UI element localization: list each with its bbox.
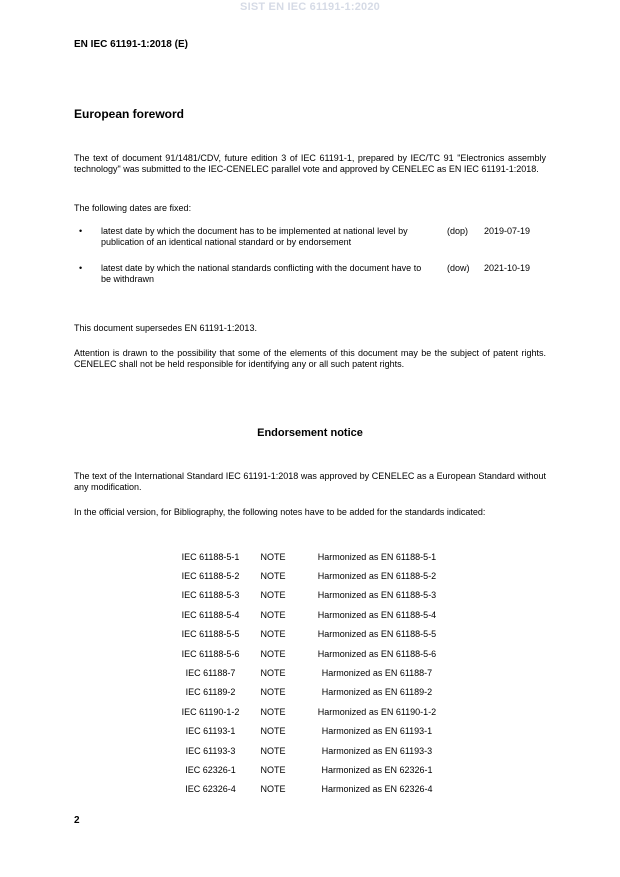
note-cell: NOTE	[260, 571, 286, 582]
bibliography-text: In the official version, for Bibliography, the following notes have to be added for the standards indicated:	[74, 507, 486, 517]
table-row	[172, 760, 457, 779]
table-row	[172, 780, 457, 799]
foreword-title: European foreword	[74, 107, 185, 121]
standard-cell: IEC 61188-5-3	[181, 590, 240, 601]
harmonized-cell: Harmonized as EN 61193-1	[321, 726, 433, 737]
standard-cell: IEC 61188-5-6	[181, 648, 240, 659]
harmonized-cell: Harmonized as EN 61188-5-2	[317, 571, 437, 582]
table-row	[172, 702, 457, 721]
table-row	[172, 586, 457, 605]
harmonized-cell: Harmonized as EN 61188-5-4	[317, 609, 437, 620]
dates-item-text: latest date by which the national standards conflicting with the document have to be withdrawn	[101, 263, 422, 284]
endorsement-title: Endorsement notice	[257, 427, 363, 439]
dates-item-code: (dop)	[447, 226, 469, 236]
table-row	[172, 605, 457, 624]
table-row	[172, 741, 457, 760]
endorsement-text: The text of the International Standard IEC 61191-1:2018 was approved by CENELEC as a European Standard without any modification.	[74, 471, 546, 492]
standard-cell: IEC 61189-2	[185, 687, 236, 698]
note-cell: NOTE	[260, 551, 286, 562]
dates-intro: The following dates are fixed:	[74, 203, 192, 213]
standard-cell: IEC 61188-5-4	[181, 609, 240, 620]
standard-cell: IEC 61193-1	[185, 726, 236, 737]
note-cell: NOTE	[260, 629, 286, 640]
standard-cell: IEC 61193-3	[185, 745, 236, 756]
table-row	[172, 566, 457, 585]
dates-item-date: 2021-10-19	[484, 263, 531, 273]
harmonized-cell: Harmonized as EN 61188-5-3	[317, 590, 437, 601]
watermark: SIST EN IEC 61191-1:2020	[240, 1, 380, 13]
note-cell: NOTE	[260, 784, 286, 795]
harmonized-cell: Harmonized as EN 61193-3	[321, 745, 433, 756]
note-cell: NOTE	[260, 668, 286, 679]
note-cell: NOTE	[260, 590, 286, 601]
harmonized-cell: Harmonized as EN 61190-1-2	[317, 706, 437, 717]
table-row	[172, 547, 457, 566]
table-row	[172, 644, 457, 663]
bullet-icon: •	[79, 226, 83, 236]
table-row	[172, 683, 457, 702]
note-cell: NOTE	[260, 648, 286, 659]
table-row	[172, 663, 457, 682]
note-cell: NOTE	[260, 745, 286, 756]
note-cell: NOTE	[260, 764, 286, 775]
note-cell: NOTE	[260, 609, 286, 620]
document-header: EN IEC 61191-1:2018 (E)	[74, 39, 188, 50]
harmonized-cell: Harmonized as EN 62326-4	[321, 784, 433, 795]
dates-item-code: (dow)	[447, 263, 470, 273]
dates-item-date: 2019-07-19	[484, 226, 531, 236]
standard-cell: IEC 61188-5-2	[181, 571, 240, 582]
attention-text: Attention is drawn to the possibility that some of the elements of this document may be the subject of patent rights. CENELEC shall not be held responsible for identifying any or all such patent rights.	[74, 348, 546, 369]
standard-cell: IEC 62326-4	[185, 784, 236, 795]
table-row	[172, 722, 457, 741]
foreword-intro: The text of document 91/1481/CDV, future edition 3 of IEC 61191-1, prepared by IEC/TC 91 "Electronics assembly technology" was submitted to the IEC-CENELEC parallel vote and approved by CENELEC as EN IEC 61191-1:2018.	[74, 153, 546, 174]
table-row	[172, 625, 457, 644]
harmonized-cell: Harmonized as EN 62326-1	[321, 764, 433, 775]
standard-cell: IEC 61190-1-2	[181, 706, 240, 717]
standard-cell: IEC 62326-1	[185, 764, 236, 775]
page-number: 2	[74, 815, 80, 826]
standard-cell: IEC 61188-5-5	[181, 629, 240, 640]
note-cell: NOTE	[260, 706, 286, 717]
standard-cell: IEC 61188-5-1	[181, 551, 240, 562]
harmonized-cell: Harmonized as EN 61188-5-5	[317, 629, 437, 640]
harmonized-cell: Harmonized as EN 61188-5-1	[317, 551, 437, 562]
harmonized-cell: Harmonized as EN 61188-5-6	[317, 648, 437, 659]
supersedes-text: This document supersedes EN 61191-1:2013.	[74, 323, 257, 333]
standard-cell: IEC 61188-7	[185, 668, 236, 679]
dates-item-text: latest date by which the document has to be implemented at national level by publication of an identical national standard or by endorsement	[101, 226, 408, 247]
bullet-icon: •	[79, 263, 83, 273]
note-cell: NOTE	[260, 726, 286, 737]
harmonized-cell: Harmonized as EN 61189-2	[321, 687, 433, 698]
note-cell: NOTE	[260, 687, 286, 698]
harmonized-cell: Harmonized as EN 61188-7	[321, 668, 433, 679]
harmonized-standards-table	[172, 547, 457, 799]
